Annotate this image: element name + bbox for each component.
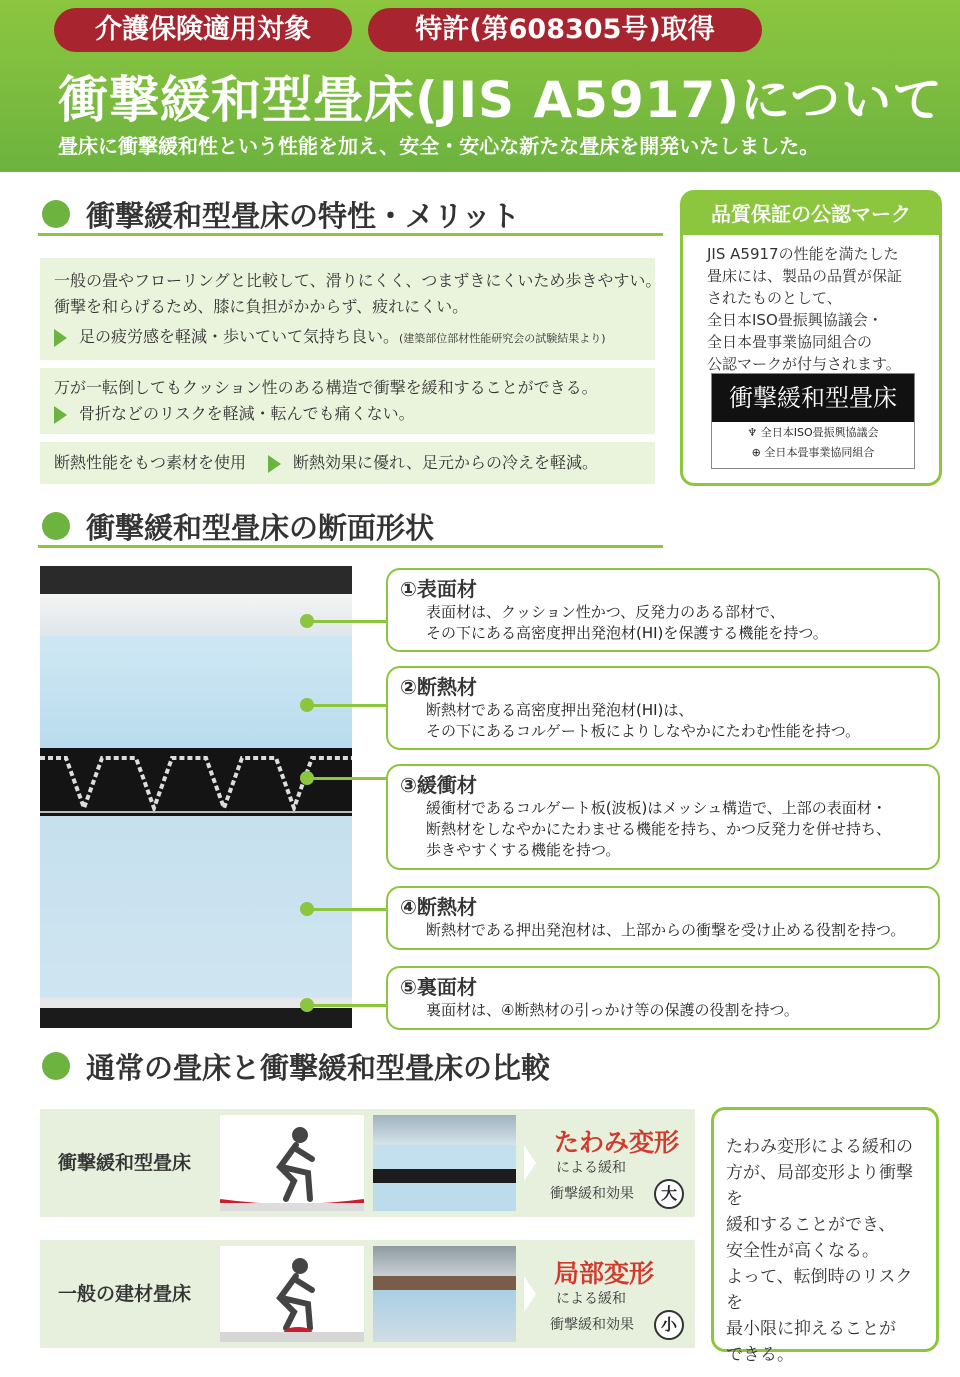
conclusion-line: 最小限に抑えることが <box>726 1319 896 1339</box>
merit-box-insulation <box>40 442 655 484</box>
connector-line <box>306 777 388 780</box>
effect-size-badge: 大 <box>654 1179 684 1209</box>
union-logo-icon: ⊕ <box>751 446 765 459</box>
arrow-right-icon <box>54 406 67 424</box>
comparison-row-impact-absorbing <box>40 1109 695 1217</box>
certification-org-2 <box>712 444 914 462</box>
arrow-right-icon <box>268 455 281 473</box>
comparison-row-standard <box>40 1240 695 1348</box>
squat-figure-illustration <box>220 1115 364 1211</box>
iso-logo-icon: ♆ <box>747 426 761 439</box>
arrow-right-icon <box>54 329 67 347</box>
conclusion-line: 安全性が高くなる。 <box>726 1241 879 1261</box>
comparison-label: 一般の建材畳床 <box>58 1283 192 1305</box>
layer-desc: 表面材は、クッション性かつ、反発力のある部材で、 <box>426 603 785 621</box>
cross-section-photo <box>40 566 352 1028</box>
qm-line: 公認マークが付与されます。 <box>707 355 901 373</box>
merits-heading <box>38 190 663 236</box>
quality-mark-panel <box>680 190 942 486</box>
person-squat-icon <box>220 1115 364 1211</box>
layer-title: ③緩衝材 <box>400 773 477 797</box>
connector-line <box>306 1004 388 1007</box>
layer-title: ⑤裏面材 <box>400 975 477 999</box>
comparison-result: たわみ変形 <box>554 1128 680 1157</box>
layer-callout-cushion <box>386 764 940 870</box>
page-subtitle: 畳床に衝撃緩和性という性能を加え、安全・安心な新たな畳床を開発いたしました。 <box>58 134 820 158</box>
layer-title: ①表面材 <box>400 577 477 601</box>
comparison-heading-text: 通常の畳床と衝撃緩和型畳床の比較 <box>86 1051 551 1085</box>
comparison-result: 局部変形 <box>554 1259 655 1288</box>
org1-text: 全日本ISO畳振興協議会 <box>760 426 879 439</box>
cross-section-heading-text: 衝撃緩和型畳床の断面形状 <box>86 511 435 545</box>
comparison-effect-label: 衝撃緩和効果 <box>550 1186 634 1202</box>
conclusion-line: 方が、局部変形より衝撃を <box>726 1163 913 1209</box>
page-title: 衝撃緩和型畳床(JIS A5917)について <box>58 71 944 129</box>
quality-mark-heading: 品質保証の公認マーク <box>683 193 939 235</box>
comparison-conclusion <box>711 1107 939 1365</box>
comparison-result-sub: による緩和 <box>556 1160 626 1176</box>
local-deformation-photo <box>373 1246 516 1342</box>
connector-line <box>306 704 388 707</box>
merit-text: 一般の畳やフローリングと比較して、滑りにくく、つまずきにくいため歩きやすい。 <box>54 271 662 290</box>
layer-desc: 緩衝材であるコルゲート板(波板)はメッシュ構造で、上部の表面材・ <box>426 799 887 817</box>
merit-point <box>54 450 641 476</box>
merit-text: 万が一転倒してもクッション性のある構造で衝撃を緩和することができる。 <box>54 378 598 397</box>
qm-line: 畳床には、製品の品質が保証 <box>707 267 903 285</box>
care-insurance-badge: 介護保険適用対象 <box>54 8 352 52</box>
connector-line <box>306 620 388 623</box>
layer-desc: その下にある高密度押出発泡材(HI)を保護する機能を持つ。 <box>426 624 828 642</box>
layer-callout-surface <box>386 568 940 652</box>
qm-line: 全日本ISO畳振興協議会・ <box>707 311 883 329</box>
conclusion-line: たわみ変形による緩和の <box>726 1137 913 1157</box>
connector-dot <box>300 698 314 712</box>
bullet-dot-icon <box>42 512 70 540</box>
layer-callout-backing <box>386 966 940 1030</box>
certification-org-1 <box>712 422 914 444</box>
qm-line: JIS A5917の性能を満たした <box>707 245 899 263</box>
layer-title: ②断熱材 <box>400 675 477 699</box>
effect-size-badge: 小 <box>654 1310 684 1340</box>
layer-desc: 断熱材である押出発泡材は、上部からの衝撃を受け止める役割を持つ。 <box>426 921 906 939</box>
deflection-photo <box>373 1115 516 1211</box>
chevron-right-icon <box>524 1276 536 1312</box>
layer-desc: 歩きやすくする機能を持つ。 <box>426 841 621 859</box>
bullet-dot-icon <box>42 1052 70 1080</box>
layer-callout-insulation-upper <box>386 666 940 750</box>
quality-mark-description <box>707 243 932 375</box>
patent-badge: 特許(第608305号)取得 <box>368 8 762 52</box>
certification-mark-title: 衝撃緩和型畳床 <box>712 374 914 422</box>
connector-dot <box>300 771 314 785</box>
comparison-heading <box>38 1042 678 1088</box>
conclusion-line: よって、転倒時のリスクを <box>726 1267 913 1313</box>
header-banner <box>0 0 960 172</box>
insulation-layer-upper <box>40 636 352 748</box>
qm-line: 全日本畳事業協同組合の <box>707 333 873 351</box>
connector-line <box>306 908 388 911</box>
conclusion-line: 緩和することができ、 <box>726 1215 896 1235</box>
bullet-dot-icon <box>42 200 70 228</box>
comparison-effect-label: 衝撃緩和効果 <box>550 1317 634 1333</box>
layer-desc: 裏面材は、④断熱材の引っかけ等の保護の役割を持つ。 <box>426 1001 799 1019</box>
layer-title: ④断熱材 <box>400 895 477 919</box>
layer-callout-insulation-lower <box>386 886 940 950</box>
merits-heading-text: 衝撃緩和型畳床の特性・メリット <box>86 199 520 233</box>
photo-background-top <box>40 566 352 594</box>
merit-point <box>54 324 641 352</box>
merit-point-text: 断熱効果に優れ、足元からの冷えを軽減。 <box>293 453 598 472</box>
merit-note: (建築部位部材性能研究会の試験結果より) <box>399 332 606 345</box>
layer-desc: 断熱材である高密度押出発泡材(HI)は、 <box>426 701 694 719</box>
merit-point-text: 足の疲労感を軽減・歩いていて気持ち良い。 <box>79 327 400 346</box>
merit-point <box>54 401 641 427</box>
merit-box-walkability <box>40 258 662 360</box>
squat-figure-illustration <box>220 1246 364 1342</box>
person-squat-icon <box>220 1246 364 1342</box>
layer-desc: 断熱材をしなやかにたわませる機能を持ち、かつ反発力を併せ持ち、 <box>426 820 892 838</box>
comparison-label: 衝撃緩和型畳床 <box>58 1152 192 1174</box>
cross-section-heading <box>38 502 663 548</box>
chevron-right-icon <box>524 1145 536 1181</box>
connector-dot <box>300 998 314 1012</box>
merit-text: 断熱性能をもつ素材を使用 <box>54 453 247 472</box>
certification-mark <box>711 373 915 469</box>
merit-text: 衝撃を和らげるため、膝に負担がかからず、疲れにくい。 <box>54 297 469 316</box>
conclusion-line: できる。 <box>726 1345 794 1365</box>
comparison-result-sub: による緩和 <box>556 1291 626 1307</box>
connector-dot <box>300 902 314 916</box>
qm-line: されたものとして、 <box>707 289 842 307</box>
merit-box-fall-safety <box>40 368 655 434</box>
connector-dot <box>300 614 314 628</box>
merit-point-text: 骨折などのリスクを軽減・転んでも痛くない。 <box>79 404 415 423</box>
layer-desc: その下にあるコルゲート板によりしなやかにたわむ性能を持つ。 <box>426 722 861 740</box>
org2-text: 全日本畳事業協同組合 <box>764 446 875 459</box>
